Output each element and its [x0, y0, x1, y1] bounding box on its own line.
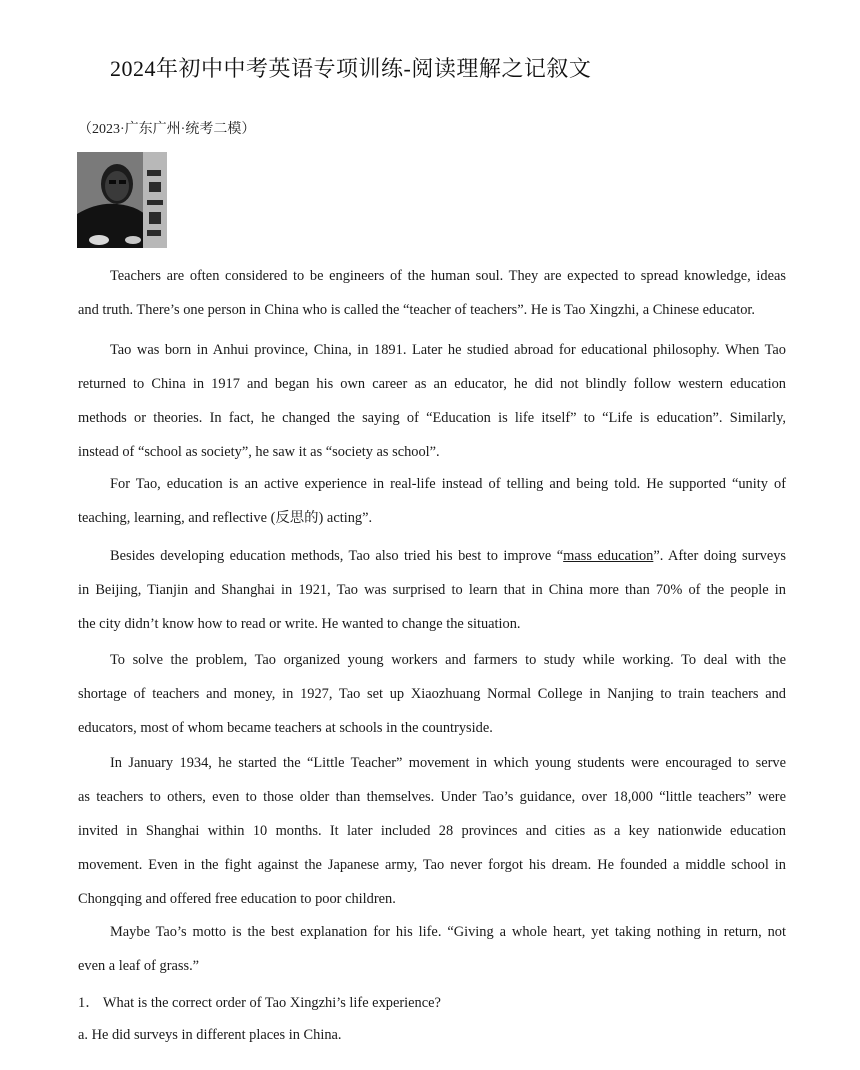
text-line: methods or theories. In fact, he changed the saying of “Education is life itself” to “Life is education”. Similarly,: [78, 410, 786, 426]
text-line: movement. Even in the fight against the Japanese army, Tao never forgot his dream. He founded a middle school in: [78, 857, 786, 873]
text-line: instead of “school as society”, he saw it as “society as school”.: [78, 444, 440, 460]
text-line: returned to China in 1917 and began his own career as an educator, he did not blindly follow western education: [78, 376, 786, 392]
text-line: even a leaf of grass.”: [78, 958, 200, 974]
paragraph-7: [78, 922, 786, 990]
text-segment: ”. After doing surveys: [653, 548, 786, 564]
portrait-photo: [77, 152, 167, 248]
text-line: as teachers to others, even to those older than themselves. Under Tao’s guidance, over 18,000 “little teachers” were: [78, 789, 786, 805]
text-line: in Beijing, Tianjin and Shanghai in 1921, Tao was surprised to learn that in China more than 70% of the people in: [78, 582, 786, 598]
text-segment: Besides developing education methods, Tao also tried his best to improve “: [110, 548, 564, 564]
paragraph-3: [78, 474, 786, 542]
text-line: Tao was born in Anhui province, China, in 1891. Later he studied abroad for educational philosophy. When Tao: [110, 342, 786, 358]
question-1-option-a: a. He did surveys in different places in China.: [78, 1027, 342, 1043]
question-1: 1． What is the correct order of Tao Xingzhi’s life experience?: [78, 995, 441, 1011]
paragraph-1: [78, 266, 786, 334]
underlined-term: mass education: [563, 548, 654, 564]
text-line: shortage of teachers and money, in 1927, Tao set up Xiaozhuang Normal College in Nanjing to train teachers and: [78, 686, 786, 702]
text-line: Maybe Tao’s motto is the best explanation for his life. “Giving a whole heart, yet taking nothing in return, not: [110, 924, 786, 940]
paragraph-4: [78, 546, 786, 648]
paragraph-6: [78, 753, 786, 923]
paragraph-2: [78, 340, 786, 476]
paragraph-5: [78, 650, 786, 752]
text-line: In January 1934, he started the “Little Teacher” movement in which young students were encouraged to serve: [110, 755, 786, 771]
page-title: 2024年初中中考英语专项训练-阅读理解之记叙文: [110, 56, 592, 81]
text-line: educators, most of whom became teachers at schools in the countryside.: [78, 720, 493, 736]
text-line: the city didn’t know how to read or write. He wanted to change the situation.: [78, 616, 521, 632]
text-line: Teachers are often considered to be engineers of the human soul. They are expected to spread knowledge, ideas: [110, 268, 786, 284]
text-line: [78, 546, 786, 580]
text-line: Chongqing and offered free education to poor children.: [78, 891, 396, 907]
text-line: For Tao, education is an active experience in real-life instead of telling and being told. He supported “unity of: [110, 476, 786, 492]
text-line: To solve the problem, Tao organized young workers and farmers to study while working. To deal with the: [110, 652, 786, 668]
text-line: invited in Shanghai within 10 months. It later included 28 provinces and cities as a key nationwide education: [78, 823, 786, 839]
source-note: （2023·广东广州·统考二模）: [78, 122, 256, 137]
text-line: and truth. There’s one person in China who is called the “teacher of teachers”. He is Tao Xingzhi, a Chinese educator.: [78, 302, 755, 318]
text-line: teaching, learning, and reflective (反思的) acting”.: [78, 510, 373, 526]
